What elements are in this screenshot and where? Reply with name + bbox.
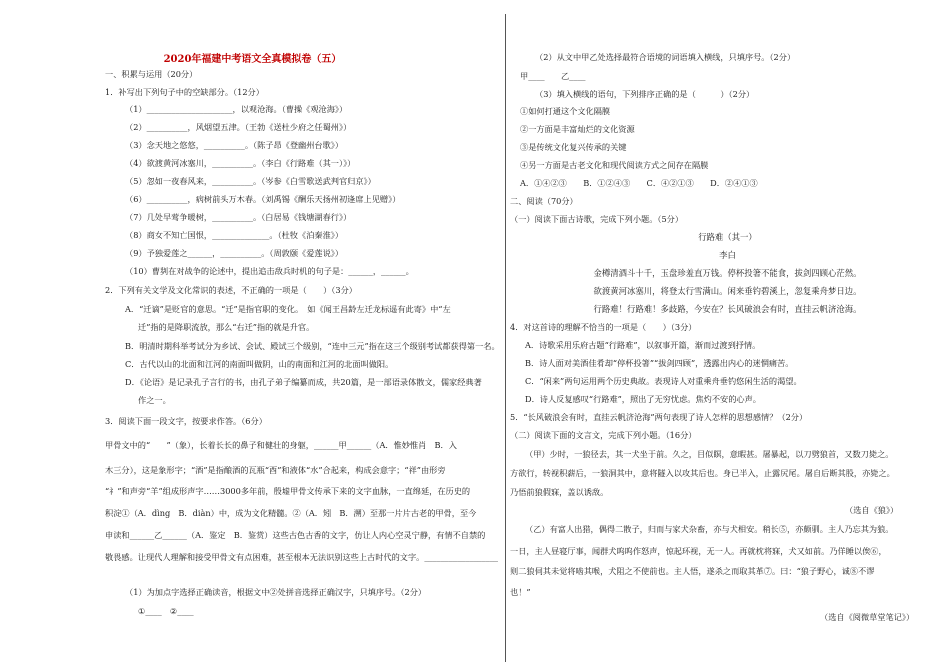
text-line: （1）为加点字选择正确读音，根据文中②处拼音选择正确汉字，只填序号。（2分） (125, 587, 427, 597)
text-line: （3）填入横线的语句，下列排序正确的是（ ）（2分） (535, 89, 755, 99)
text-line: 一日，主人昼寝厅事，闻群犬呜呜作怒声，惊起环视，无一人。再就枕将寐，犬又如前。乃佯睡以俟⑥， (510, 546, 887, 556)
text-line: 迁”指的是降职流放，那么“右迁”指的就是升官。 (138, 322, 315, 332)
source-note: （选自《狼》） (845, 505, 899, 515)
text-line: 甲骨文中的“ ”（象），长着长长的鼻子和健壮的身躯，______甲______（A．惟妙惟肖 B．入 (105, 440, 457, 450)
text-line: （6）__________，病树前头万木春。（刘禹锡《酬乐天扬州初逢席上见赠》） (125, 194, 401, 204)
poem-line: 金樽清酒斗十千，玉盘珍羞直万钱。停杯投箸不能食，拔剑四顾心茫然。 (593, 268, 862, 278)
text-line: B．明清时期科举考试分为乡试、会试、殿试三个级别，“连中三元”指在这三个级别考试都获得第一名。 (125, 341, 500, 351)
text-line: （8）商女不知亡国恨，______________。（杜牧《泊秦淮》） (125, 230, 344, 240)
text-line: 则二狼伺其未觉将啮其喉，犬阻之不使前也。主人悟，遂杀之而取其革⑦。曰：“狼子野心，诚⑧不谬 (510, 566, 875, 576)
text-line: 一、积累与运用（20分） (105, 69, 198, 79)
text-line: 敬畏感。让现代人理解和接受甲骨文有点困难，甚至根本无法识别这些上古时代的文字。__________________ (105, 552, 499, 562)
text-line: 4．对这首诗的理解不恰当的一项是（ ）（3分） (510, 322, 697, 332)
poem-line: 欲渡黄河冰塞川，将登太行雪满山。闲来垂钓碧溪上，忽复乘舟梦日边。 (593, 286, 862, 296)
text-line: A．①④②③ B．①②④③ C．④②①③ D．②④①③ (520, 178, 758, 188)
text-line: 3．阅读下面一段文字，按要求作答。（6分） (105, 416, 267, 426)
text-line: ④另一方面是古老文化和现代阅读方式之间存在隔膜 (520, 160, 709, 170)
text-line: 也！” (510, 587, 531, 597)
text-line: 1．补写出下列句子中的空缺部分。（12分） (105, 87, 264, 97)
text-line: A．诗歌采用乐府古题“行路难”，以叙事开篇，渐而过渡到抒情。 (525, 340, 761, 350)
text-line: （7）几处早莺争暖树，__________。（白居易《钱塘湖春行》） (125, 212, 352, 222)
text-line: 乃悟前狼假寐，盖以诱敌。 (510, 487, 609, 497)
text-line: ①____ ②____ (138, 606, 194, 616)
text-line: （1）_____________________，以观沧海。（曹操《观沧海》） (125, 104, 348, 114)
text-line: 积淀①（A．dìng B．diàn）中，成为文化精髓。②（A．矧 B．溯）至那一片片古老的甲骨，至今 (105, 508, 477, 518)
text-line: ①如何打通这个文化隔膜 (520, 106, 611, 116)
text-line: 方欲行，转视积薪后，一狼洞其中，意将隧入以攻其后也。身已半入，止露尻尾。屠自后断其股，亦毙之。 (510, 468, 895, 478)
text-line: （9）予独爱莲之______，__________。（周敦颐《爱莲说》） (125, 248, 344, 258)
poem-author: 李白 (719, 250, 736, 260)
text-line: 2．下列有关文学及文化常识的表述，不正确的一项是（ ）（3分） (105, 285, 357, 295)
text-line: 木三分），这是象形字；“酒”是指酿酒的瓦瓶“酉”和液体“水”合起来，构成会意字；“祥”由形旁 (105, 465, 446, 475)
source-note: （选自《阅微草堂笔记》） (820, 612, 915, 622)
text-line: （10）曹刿在对战争的论述中，提出追击敌兵时机的句子是：______，______。 (125, 266, 414, 276)
text-line: B．诗人面对美酒佳肴却“停杯投箸”“拔剑四顾”，透露出内心的迷惘痛苦。 (525, 358, 794, 368)
text-line: （甲）少时，一狼径去，其一犬坐于前。久之，目似瞑，意暇甚。屠暴起，以刀劈狼首，又数刀毙之。 (525, 449, 894, 459)
text-line: 作之一。 (138, 395, 171, 405)
text-line: （二）阅读下面的文言文，完成下列小题。（16分） (510, 430, 697, 440)
text-line: ②一方面是丰富灿烂的文化资源 (520, 124, 635, 134)
text-line: “礻”和声旁“羊”组成形声字……3000多年前，殷墟甲骨文传承下来的文字血脉，一直绵延，在历史的 (105, 486, 471, 496)
text-line: C．古代以山的北面和江河的南面叫做阴，山的南面和江河的北面叫做阳。 (125, 359, 394, 369)
text-line: D．《论语》是记录孔子言行的书，由孔子弟子编纂而成，共20篇，是一部语录体散文，儒家经典著 (125, 377, 482, 387)
text-line: （一）阅读下面古诗歌，完成下列小题。（5分） (510, 214, 684, 224)
text-line: （5）忽如一夜春风来，__________。（岑参《白雪歌送武判官归京》） (125, 176, 376, 186)
text-line: 申读和______乙______（A．鉴定 B．鉴赏）这些古色古香的文字，仿让人内心空灵宁静，有情不自禁的 (105, 530, 486, 540)
text-line: （2）__________，风烟望五津。（王勃《送杜少府之任蜀州》） (125, 122, 352, 132)
text-line: （4）欲渡黄河冰塞川，__________。（李白《行路难（其一）》） (125, 158, 356, 168)
text-line: D．诗人反复感叹“行路难”，照出了无穷忧虑。焦灼不安的心声。 (525, 394, 761, 404)
text-line: 甲____ 乙____ (520, 71, 586, 81)
text-line: C．“闲来”两句运用两个历史典故。表现诗人对重乘舟垂钓悠闲生活的渴望。 (525, 376, 802, 386)
text-line: （3）念天地之悠悠，__________。（陈子昂《登幽州台歌》） (125, 140, 344, 150)
column-divider (505, 14, 506, 662)
text-line: （乙）有富人出猎，偶得二散子，归而与家犬杂畜，亦与犬相安。稍长⑤，亦颇驯。主人乃忘其为狼。 (525, 524, 894, 534)
text-line: ③是传统文化复兴传承的关键 (520, 142, 627, 152)
text-line: 二、阅读（70分） (510, 196, 578, 206)
text-line: A．“迁谪”是贬官的意思。“迁”是指官职的变化。 如《闻王昌龄左迁龙标遥有此寄》中“左 (125, 304, 451, 314)
poem-title: 行路难（其一） (698, 232, 757, 242)
page-title: 2020年福建中考语文全真模拟卷（五） (163, 54, 342, 65)
text-line: 5．“长风破浪会有时，直挂云帆济沧海”两句表现了诗人怎样的思想感情？（2分） (510, 412, 808, 422)
poem-line: 行路难！行路难！多歧路，今安在？长风破浪会有时，直挂云帆济沧海。 (593, 304, 862, 314)
text-line: （2）从文中甲乙处选择最符合语境的词语填入横线，只填序号。（2分） (535, 52, 796, 62)
